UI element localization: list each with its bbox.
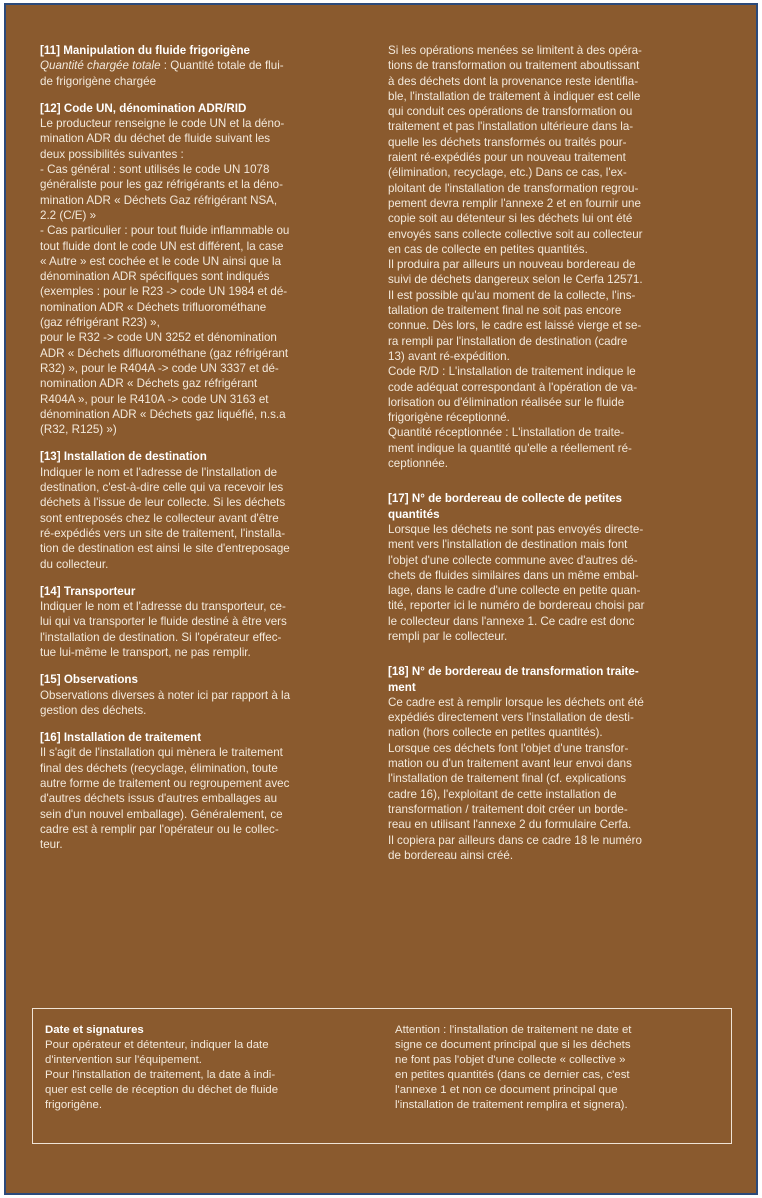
- text-line: quelle les déchets transformés ou traités pour-: [388, 135, 627, 149]
- text-line: rempli par le collecteur.: [388, 629, 508, 643]
- text-line: (exemples : pour le R23 -> code UN 1984 et dé-: [40, 285, 288, 299]
- text-line: frigorigène réceptionné.: [388, 411, 510, 425]
- text-line: 13) avant ré-expédition.: [388, 349, 510, 363]
- text-line: Il produira par ailleurs un nouveau bordereau de: [388, 258, 636, 272]
- text-line: expédiés directement vers l'installation de desti-: [388, 711, 634, 725]
- text-line: dénomination ADR « Déchets gaz liquéfié, n.s.a: [40, 407, 286, 421]
- signatures-box: [32, 1008, 732, 1144]
- text-line: généraliste pour les gaz réfrigérants et la déno-: [40, 178, 283, 192]
- text-line: le collecteur dans l'annexe 1. Ce cadre est donc: [388, 614, 635, 628]
- signatures-heading: Date et signatures: [45, 1024, 144, 1036]
- text-line: teur.: [40, 838, 63, 852]
- signatures-right: [395, 1023, 725, 1113]
- section-body: [388, 695, 730, 863]
- text-line: Le producteur renseigne le code UN et la déno-: [40, 117, 285, 131]
- text-line: pour le R32 -> code UN 3252 et dénomination: [40, 331, 277, 345]
- text-line: copie soit au détenteur si les déchets lui ont été: [388, 212, 633, 226]
- text-line: l'objet d'une collecte commune avec d'autres dé-: [388, 553, 638, 567]
- text-line: R404A », pour le R410A -> code UN 3163 et: [40, 392, 269, 406]
- text-line: Code R/D : L'installation de traitement indique le: [388, 365, 636, 379]
- text-line: suivi de déchets dangereux selon le Cerfa 12571.: [388, 273, 643, 287]
- text-line: Ce cadre est à remplir lorsque les déchets ont été: [388, 695, 644, 709]
- text-line: du collecteur.: [40, 557, 109, 571]
- text-line: Il copiera par ailleurs dans ce cadre 18 le numéro: [388, 833, 642, 847]
- text-line: traitement et pas l'installation ultérieure dans la-: [388, 120, 634, 134]
- text-line: l'installation de traitement final (cf. explications: [388, 772, 627, 786]
- text-line: pement devra remplir l'annexe 2 et en fournir une: [388, 196, 641, 210]
- text-line: quer est celle de réception du déchet de fluide: [45, 1084, 279, 1096]
- heading-line: [18] N° de bordereau de transformation traite-: [388, 665, 639, 679]
- text-line: Indiquer le nom et l'adresse de l'installation de: [40, 465, 278, 479]
- section-17: [388, 491, 730, 644]
- text-line: Lorsque les déchets ne sont pas envoyés directe-: [388, 522, 644, 536]
- text-line: (élimination, recyclage, etc.) Dans ce cas, l'ex-: [388, 166, 627, 180]
- text-line: lui qui va transporter le fluide destiné à être vers: [40, 615, 287, 629]
- text-line: Il s'agit de l'installation qui mènera le traitement: [40, 746, 283, 760]
- section-heading: [15] Observations: [40, 673, 138, 687]
- text-line: lorisation ou d'élimination réalisée sur le fluide: [388, 395, 625, 409]
- right-column: [388, 43, 730, 875]
- section-heading: [11] Manipulation du fluide frigorigène: [40, 44, 250, 57]
- text-fragment: : Quantité totale de flui-: [160, 59, 284, 73]
- text-line: tions de transformation ou traitement aboutissant: [388, 59, 640, 73]
- text-line: Observations diverses à noter ici par rapport à la: [40, 688, 291, 702]
- left-column: [40, 43, 372, 865]
- text-line: d'intervention sur l'équipement.: [45, 1054, 202, 1066]
- section-body: [40, 599, 372, 660]
- signatures-right-body: [395, 1023, 725, 1113]
- section-16-continued: [388, 43, 730, 471]
- text-line: tion de destination est ainsi le site d'entreposage: [40, 542, 290, 556]
- text-line: mination ADR du déchet de fluide suivant les: [40, 132, 271, 146]
- text-line: ment indique la quantité qu'elle a réellement ré-: [388, 441, 632, 455]
- section-18: [388, 664, 730, 863]
- text-line: R32) », pour le R404A -> code UN 3337 et dé-: [40, 361, 279, 375]
- text-line: dénomination ADR spécifiques sont indiqués: [40, 270, 270, 284]
- text-line: l'installation de traitement remplira et signera).: [395, 1099, 628, 1111]
- text-line: reau en utilisant l'annexe 2 du formulaire Cerfa.: [388, 818, 632, 832]
- text-line: connue. Dès lors, le cadre est laissé vierge et se-: [388, 319, 642, 333]
- italic-term: Quantité chargée totale: [40, 59, 161, 73]
- text-line: autre forme de traitement ou regroupement avec: [40, 777, 290, 791]
- text-line: ADR « Déchets difluorométhane (gaz réfrigérant: [40, 346, 289, 360]
- text-line: Il est possible qu'au moment de la collecte, l'ins-: [388, 288, 636, 302]
- heading-line: ment: [388, 680, 416, 694]
- section-body: [40, 465, 372, 572]
- text-line: à des déchets dont la provenance reste identifia-: [388, 74, 639, 88]
- text-line: l'installation de destination. Si l'opérateur effec-: [40, 630, 282, 644]
- signatures-left-body: [45, 1038, 375, 1113]
- text-line: l'annexe 1 et non ce document principal que: [395, 1084, 618, 1096]
- text-line: lage, dans le cadre d'une collecte en petite quan-: [388, 584, 641, 598]
- text-line: nomination ADR « Déchets gaz réfrigérant: [40, 377, 258, 391]
- text-line: chets de fluides similaires dans un même embal-: [388, 568, 639, 582]
- text-line: [40, 58, 372, 73]
- text-line: mation ou d'un traitement avant leur envoi dans: [388, 757, 632, 771]
- section-heading: [12] Code UN, dénomination ADR/RID: [40, 101, 247, 115]
- text-line: ne font pas l'objet d'une collecte « collective »: [395, 1054, 626, 1066]
- text-line: de bordereau ainsi créé.: [388, 848, 514, 862]
- text-line: tue lui-même le transport, ne pas remplir.: [40, 645, 251, 659]
- section-16: [40, 730, 372, 852]
- heading-line: [17] N° de bordereau de collecte de petites: [388, 492, 623, 506]
- text-line: qui conduit ces opérations de transformation ou: [388, 105, 633, 119]
- section-11: [40, 43, 372, 89]
- section-heading: [388, 491, 730, 522]
- text-line: sein d'un nouvel emballage). Généralement, ce: [40, 807, 283, 821]
- section-body: [40, 116, 372, 437]
- text-line: cadre 16), l'exploitant de cette installation de: [388, 787, 617, 801]
- text-line: Pour l'installation de traitement, la date à indi-: [45, 1069, 276, 1081]
- text-line: transformation / traitement doit créer un borde-: [388, 802, 628, 816]
- text-line: raient ré-expédiés pour un nouveau traitement: [388, 151, 626, 165]
- text-line: 2.2 (C/E) »: [40, 208, 97, 222]
- text-line: en petites quantités (dans ce dernier cas, c'est: [395, 1069, 630, 1081]
- text-line: Indiquer le nom et l'adresse du transporteur, ce-: [40, 600, 286, 614]
- text-line: ble, l'installation de traitement à indiquer est celle: [388, 89, 641, 103]
- text-line: deux possibilités suivantes :: [40, 147, 184, 161]
- text-line: signe ce document principal que si les déchets: [395, 1039, 631, 1051]
- text-line: frigorigène.: [45, 1099, 102, 1111]
- text-line: Lorsque ces déchets font l'objet d'une transfor-: [388, 741, 629, 755]
- section-body: [40, 745, 372, 852]
- section-body: [388, 43, 730, 471]
- text-line: ré-expédiés vers un site de traitement, l'installa-: [40, 526, 286, 540]
- text-line: ment vers l'installation de destination mais font: [388, 538, 628, 552]
- text-line: Pour opérateur et détenteur, indiquer la date: [45, 1039, 269, 1051]
- section-12: [40, 101, 372, 438]
- section-heading: [16] Installation de traitement: [40, 731, 202, 745]
- section-heading: [388, 664, 730, 695]
- text-line: « Autre » est cochée et le code UN ainsi que la: [40, 254, 282, 268]
- section-13: [40, 449, 372, 571]
- text-line: gestion des déchets.: [40, 703, 147, 717]
- text-line: tité, reporter ici le numéro de bordereau choisi par: [388, 599, 645, 613]
- section-body: [40, 688, 372, 719]
- text-line: - Cas particulier : pour tout fluide inflammable ou: [40, 224, 290, 238]
- section-heading: [13] Installation de destination: [40, 450, 207, 464]
- text-line: d'autres déchets issus d'autres emballages au: [40, 792, 278, 806]
- text-line: Attention : l'installation de traitement ne date et: [395, 1024, 632, 1036]
- text-line: mination ADR « Déchets Gaz réfrigérant NSA,: [40, 193, 278, 207]
- document-page: [4, 3, 758, 1195]
- text-line: nation (hors collecte en petites quantités).: [388, 726, 603, 740]
- text-line: ra rempli par l'installation de destination (cadre: [388, 334, 628, 348]
- section-15: [40, 672, 372, 718]
- text-line: - Cas général : sont utilisés le code UN 1078: [40, 163, 270, 177]
- text-line: de frigorigène chargée: [40, 74, 157, 88]
- text-line: code adéquat correspondant à l'opération de va-: [388, 380, 638, 394]
- heading-line: quantités: [388, 507, 440, 521]
- text-line: ceptionnée.: [388, 457, 448, 471]
- section-body: [388, 522, 730, 644]
- text-line: sont entreposés chez le collecteur avant d'être: [40, 511, 279, 525]
- text-line: ploitant de l'installation de transformation regrou-: [388, 181, 639, 195]
- signatures-left: [45, 1023, 375, 1113]
- text-line: final des déchets (recyclage, élimination, toute: [40, 761, 278, 775]
- text-line: cadre est à remplir par l'opérateur ou le collec-: [40, 822, 279, 836]
- text-line: déchets à l'issue de leur collecte. Si les déchets: [40, 496, 286, 510]
- text-line: tout fluide dont le code UN est différent, la case: [40, 239, 284, 253]
- text-line: destination, c'est-à-dire celle qui va recevoir les: [40, 481, 284, 495]
- text-line: (gaz réfrigérant R23) »,: [40, 316, 160, 330]
- text-line: tallation de traitement final ne soit pas encore: [388, 304, 622, 318]
- text-line: nomination ADR « Déchets trifluorométhane: [40, 300, 267, 314]
- text-line: (R32, R125) »): [40, 423, 117, 437]
- text-line: envoyés sans collecte collective soit au collecteur: [388, 227, 643, 241]
- text-line: Quantité réceptionnée : L'installation de traite-: [388, 426, 625, 440]
- section-heading: [14] Transporteur: [40, 584, 136, 598]
- section-14: [40, 584, 372, 660]
- text-line: Si les opérations menées se limitent à des opéra-: [388, 44, 642, 57]
- text-line: en cas de collecte en petites quantités.: [388, 242, 588, 256]
